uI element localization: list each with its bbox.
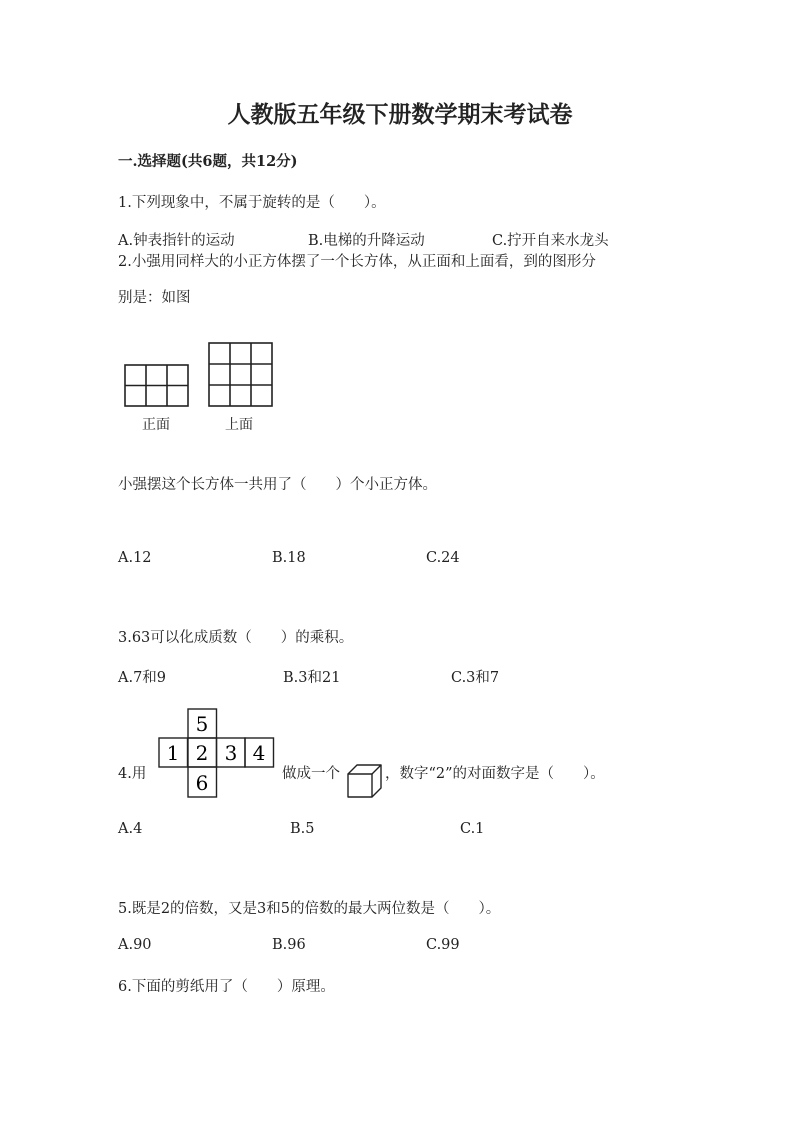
page-title: 人教版五年级下册数学期末考试卷: [227, 101, 573, 128]
q5-option-b: B.96: [272, 937, 306, 953]
question-6-text: 6.下面的剪纸用了（ ）原理。: [118, 979, 335, 995]
question-4-middle: 做成一个: [282, 766, 340, 782]
q1-option-a: A.钟表指针的运动: [118, 233, 235, 249]
net-cell-1: 1: [166, 741, 180, 765]
question-1-text: 1.下列现象中，不属于旋转的是（ ）。: [118, 195, 386, 211]
question-2-line2: 别是：如图: [118, 290, 191, 306]
q3-option-a: A.7和9: [118, 670, 167, 686]
q3-option-b: B.3和21: [283, 670, 341, 686]
q2-option-a: A.12: [118, 550, 152, 566]
q4-option-b: B.5: [290, 821, 315, 837]
question-5-text: 5.既是2的倍数，又是3和5的倍数的最大两位数是（ ）。: [118, 901, 501, 917]
cube-icon: [346, 763, 384, 799]
q2-option-b: B.18: [272, 550, 306, 566]
cube-net-figure: [158, 708, 276, 800]
section-heading: 一.选择题(共6题，共12分): [118, 153, 298, 170]
top-view-label: 上面: [225, 417, 253, 433]
net-cell-top: 5: [195, 712, 209, 736]
question-4-suffix: ，数字“2”的对面数字是（ ）。: [385, 766, 605, 782]
q1-option-b: B.电梯的升降运动: [308, 233, 425, 249]
net-cell-bottom: 6: [195, 771, 209, 795]
net-cell-4: 4: [252, 741, 266, 765]
q5-option-a: A.90: [118, 937, 152, 953]
top-view-figure: [208, 342, 274, 408]
q3-option-c: C.3和7: [451, 670, 500, 686]
front-view-figure: [124, 364, 190, 408]
q4-option-a: A.4: [118, 821, 143, 837]
question-4-prefix: 4.用: [118, 766, 147, 782]
net-cell-2: 2: [195, 741, 209, 765]
q2-option-c: C.24: [426, 550, 460, 566]
net-cell-3: 3: [224, 741, 238, 765]
question-3-text: 3.63可以化成质数（ ）的乘积。: [118, 630, 354, 646]
q5-option-c: C.99: [426, 937, 460, 953]
question-2-line1: 2.小强用同样大的小正方体摆了一个长方体，从正面和上面看，到的图形分: [118, 254, 596, 270]
q1-option-c: C.拧开自来水龙头: [492, 233, 609, 249]
front-view-label: 正面: [142, 417, 170, 433]
question-2-text: 小强摆这个长方体一共用了（ ）个小正方体。: [118, 477, 437, 493]
q4-option-c: C.1: [460, 821, 485, 837]
